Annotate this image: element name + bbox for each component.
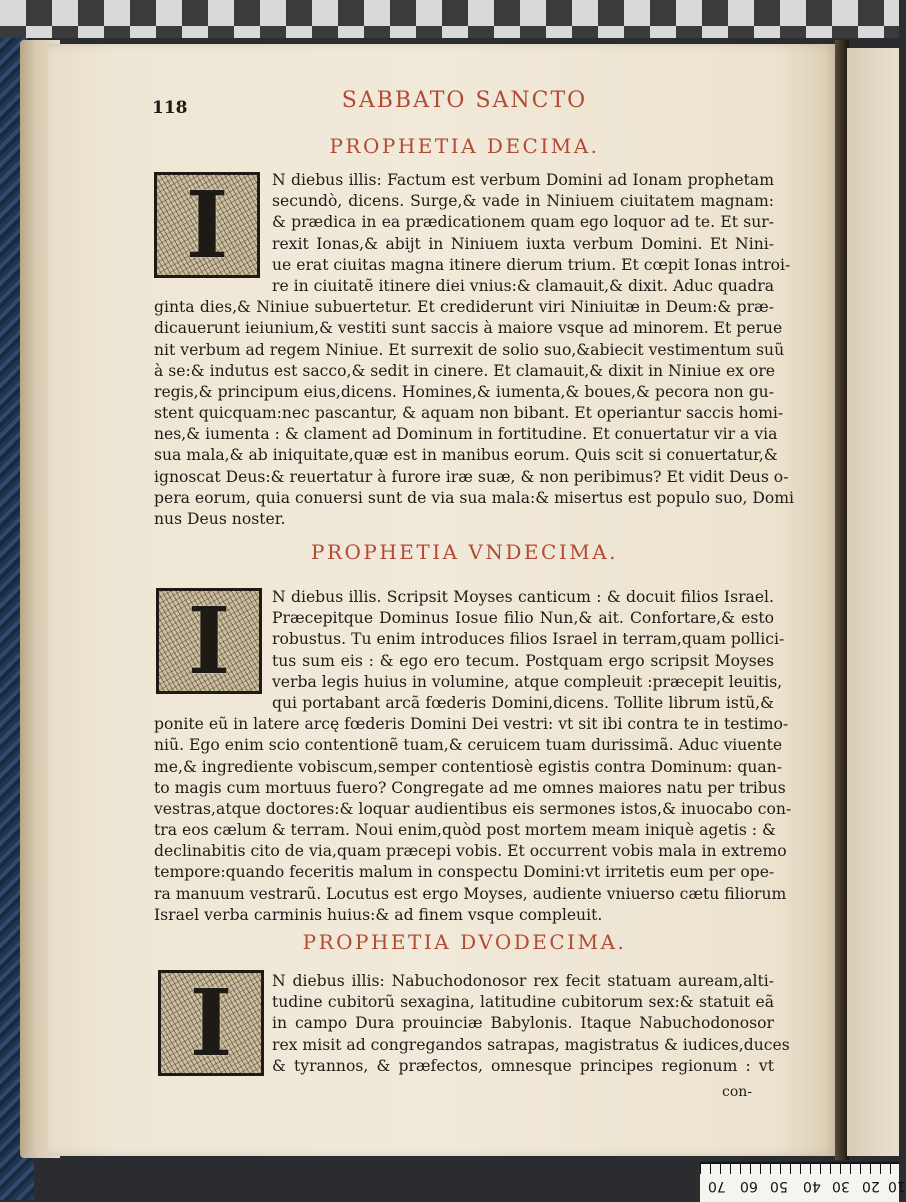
folio-number: 118 <box>152 98 188 118</box>
ruler-label: 20 <box>862 1178 880 1194</box>
text-line: tus sum eis : & ego ero tecum. Postquam ergo scripsit Moyses <box>272 651 774 670</box>
text-line: ra manuum vestrarũ. Locutus est ergo Moyses, audiente vniuerso cætu filiorum <box>154 884 787 903</box>
ruler-label: 40 <box>803 1178 821 1194</box>
text-line: & tyrannos, & præfectos, omnesque principes regionum : vt <box>272 1056 774 1075</box>
section-heading: PROPHETIA DECIMA. <box>329 134 600 158</box>
initial-letter: I <box>185 171 229 279</box>
text-line: ignoscat Deus:& reuertatur à furore iræ suæ, & non peribimus? Et vidit Deus o- <box>154 467 789 486</box>
text-line: tempore:quando feceritis malum in conspectu Domini:vt irritetis eum per ope- <box>154 863 775 882</box>
text-line: N diebus illis: Factum est verbum Domini ad Ionam prophetam <box>272 171 774 189</box>
ruler-label: 30 <box>832 1178 850 1194</box>
text-line: re in ciuitatẽ itinere diei vnius:& clamauit,& dixit. Aduc quadra <box>272 276 774 295</box>
text-line: N diebus illis: Nabuchodonosor rex fecit statuam auream,alti- <box>272 972 774 990</box>
text-line: in campo Dura prouinciæ Babylonis. Itaque Nabuchodonosor <box>272 1014 774 1033</box>
text-line: nes,& iumenta : & clament ad Dominum in fortitudine. Et conuertatur vir a via <box>154 425 778 444</box>
text-line: dicauerunt ieiunium,& vestiti sunt saccis à maiore vsque ad minorem. Et perue <box>154 319 783 338</box>
text-line: stent quicquam:nec pascantur, & aquam non bibant. Et operiantur saccis homi- <box>154 404 784 423</box>
catchword: con- <box>722 1084 753 1100</box>
text-line: declinabitis cito de via,quam præcepi vobis. Et occurrent vobis mala in extremo <box>154 842 787 861</box>
initial-letter: I <box>187 587 231 695</box>
text-line: ginta dies,& Niniue subuertetur. Et crediderunt viri Niniuitæ in Deum:& præ- <box>154 298 774 317</box>
text-line: & prædica in ea prædicationem quam ego loquor ad te. Et sur- <box>272 213 774 232</box>
text-line: secundò, dicens. Surge,& vade in Niniuem ciuitatem magnam: <box>272 192 774 211</box>
section-text <box>154 971 790 1077</box>
text-line: pera eorum, quia conuersi sunt de via sua mala:& misertus est populo suo, Domi <box>154 488 795 507</box>
text-line: me,& ingrediente vobiscum,semper contentiosè egistis contra Dominum: quan- <box>154 757 782 776</box>
text-line: tudine cubitorũ sexagina, latitudine cubitorum sex:& statuit eã <box>272 993 774 1012</box>
text-line: verba legis huius in volumine, atque compleuit :præcepit leuitis, <box>272 672 783 691</box>
ruler-label: 60 <box>740 1178 758 1194</box>
text-line: Præcepitque Dominus Iosue filio Nun,& ait. Confortare,& esto <box>272 609 774 628</box>
text-line: rex misit ad congregandos satrapas, magistratus & iudices,duces <box>272 1035 790 1054</box>
text-line: ue erat ciuitas magna itinere dierum trium. Et cœpit Ionas introi- <box>272 255 791 274</box>
text-line: Israel verba carminis huius:& ad finem vsque compleuit. <box>154 905 603 924</box>
section-text <box>154 170 795 530</box>
ruler-label: 50 <box>770 1178 788 1194</box>
text-line: to magis cum mortuus fuero? Congregate ad me omnes maiores natu per tribus <box>154 778 786 797</box>
text-line: ponite eũ in latere arcę fœderis Domini Dei vestri: vt sit ibi contra te in testimo- <box>154 715 789 734</box>
section-heading: PROPHETIA DVODECIMA. <box>302 930 627 954</box>
text-line: tra eos cælum & terram. Noui enim,quòd post mortem meam iniquè agetis : & <box>154 821 776 840</box>
text-line: sua mala,& ab iniquitate,quæ est in manibus eorum. Quis scit si conuertatur,& <box>154 446 778 465</box>
text-line: vestras,atque doctores:& loquar audientibus eis sermones istos,& inuocabo con- <box>154 799 792 818</box>
text-line: nit verbum ad regem Niniue. Et surrexit de solio suo,&abiecit vestimentum suũ <box>154 340 785 359</box>
text-line: N diebus illis. Scripsit Moyses canticum : & docuit filios Israel. <box>272 588 774 606</box>
text-line: qui portabant arcã fœderis Domini,dicens. Tollite librum istũ,& <box>272 693 774 712</box>
text-line: à se:& indutus est sacco,& sedit in cinere. Et clamauit,& dixit in Niniue ex ore <box>154 361 776 380</box>
initial-letter: I <box>189 969 233 1077</box>
text-line: robustus. Tu enim introduces filios Israel in terram,quam pollici- <box>272 630 785 649</box>
running-head: SABBATO SANCTO <box>341 88 588 113</box>
ruler-label: 10 <box>888 1178 906 1194</box>
text-line: rexit Ionas,& abijt in Niniuem iuxta verbum Domini. Et Nini- <box>272 234 774 253</box>
text-line: nus Deus noster. <box>154 510 286 528</box>
section-heading: PROPHETIA VNDECIMA. <box>310 540 618 564</box>
text-line: regis,& principum eius,dicens. Homines,& iumenta,& boues,& pecora non gu- <box>154 382 774 401</box>
text-line: niũ. Ego enim scio contentionẽ tuam,& ceruicem tuam durissimã. Aduc viuente <box>154 736 783 755</box>
section-text <box>154 587 792 926</box>
ruler-label: 70 <box>708 1178 726 1194</box>
